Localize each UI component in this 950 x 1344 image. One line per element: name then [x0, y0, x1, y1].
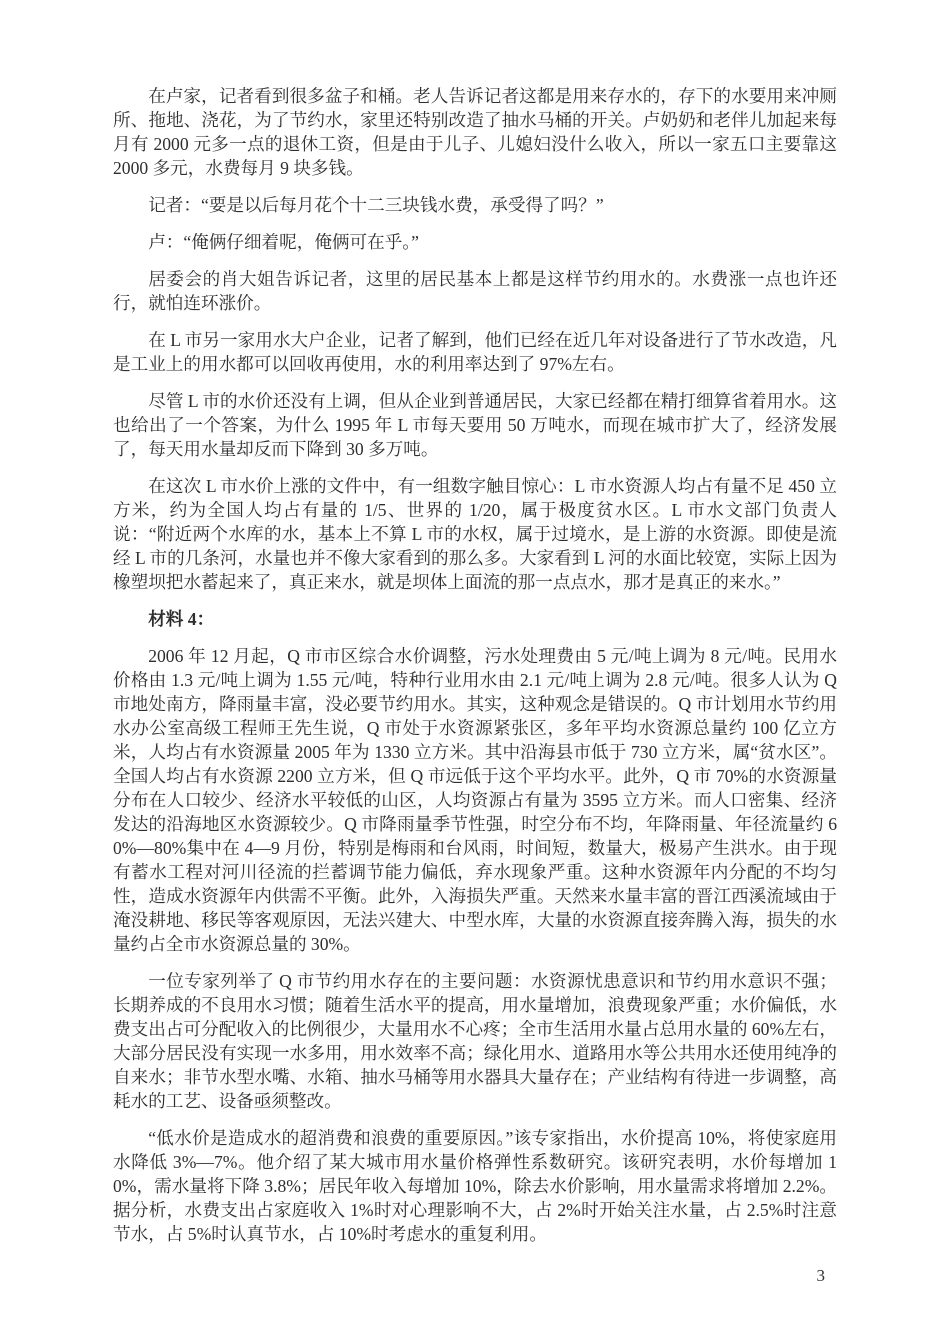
paragraph-enterprise-water-recycling: 在 L 市另一家用水大户企业，记者了解到，他们已经在近几年对设备进行了节水改造，凡是工业上的用水都可以回收再使用，水的利用率达到了 97%左右。 [113, 330, 837, 374]
paragraph-low-price-elasticity: “低水价是造成水的超消费和浪费的重要原因。”该专家指出，水价提高 10%，将使家庭用水降低 3%—7%。他介绍了某大城市用水量价格弹性系数研究。该研究表明，水价每增加 10%，需水量将下降 3.8%；居民年收入每增加 10%，除去水价影响，用水量需求将增加 2.2%。据分析，水费支出占家庭收入 1%时对心理影响不大，占 2%时开始关注水量，占 2.5%时注意节水，占 5%时认真节水，占 10%时考虑水的重复利用。 [113, 1128, 837, 1244]
paragraph-expert-problems-list: 一位专家列举了 Q 市节约用水存在的主要问题：水资源忧患意识和节约用水意识不强；长期养成的不良用水习惯；随着生活水平的提高，用水量增加，浪费现象严重；水价偏低，水费支出占可分配收入的比例很少，大量用水不心疼；全市生活用水量占总用水量的 60%左右，大部分居民没有实现一水多用，用水效率不高；绿化用水、道路用水等公共用水还使用纯净的自来水；非节水型水嘴、水箱、抽水马桶等用水器具大量存在；产业结构有待进一步调整，高耗水的工艺、设备亟须整改。 [113, 971, 837, 1111]
paragraph-l-city-water-scarcity: 在这次 L 市水价上涨的文件中，有一组数字触目惊心：L 市水资源人均占有量不足 450 立方米，约为全国人均占有量的 1/5、世界的 1/20，属于极度贫水区。L 市水文部门负责人说：“附近两个水库的水，基本上不算 L 市的水权，属于过境水，是上游的水资源。即使是流经 L 市的几条河，水量也并不像大家看到的那么多。大家看到 L 河的水面比较宽，实际上因为橡塑坝把水蓄起来了，真正来水，就是坝体上面流的那一点点水，那才是真正的来水。” [113, 476, 837, 592]
document-content [113, 84, 837, 1259]
page-number: 3 [816, 1266, 825, 1285]
paragraph-lu-family-saving-water: 在卢家，记者看到很多盆子和桶。老人告诉记者这都是用来存水的，存下的水要用来冲厕所、拖地、浇花，为了节约水，家里还特别改造了抽水马桶的开关。卢奶奶和老伴儿加起来每月有 2000 元多一点的退休工资，但是由于儿子、儿媳妇没什么收入，所以一家五口主要靠这 2000 多元，水费每月 9 块多钱。 [113, 86, 837, 178]
paragraph-lu-reply: 卢：“俺俩仔细着呢，俺俩可在乎。” [148, 232, 419, 252]
paragraph-q-city-price-adjustment: 2006 年 12 月起，Q 市市区综合水价调整，污水处理费由 5 元/吨上调为 8 元/吨。民用水价格由 1.3 元/吨上调为 1.55 元/吨，特种行业用水由 2.1 元/吨上调为 2.8 元/吨。很多人认为 Q 市地处南方，降雨量丰富，没必要节约用水。其实，这种观念是错误的。Q 市计划用水节约用水办公室高级工程师王先生说，Q 市处于水资源紧张区，多年平均水资源总量约 100 亿立方米，人均占有水资源量 2005 年为 1330 立方米。其中沿海县市低于 730 立方米，属“贫水区”。全国人均占有水资源 2200 立方米，但 Q 市远低于这个平均水平。此外，Q 市 70%的水资源量分布在人口较少、经济水平较低的山区，人均资源占有量为 3595 立方米。而人口密集、经济发达的沿海地区水资源较少。Q 市降雨量季节性强，时空分布不均，年降雨量、年径流量约 60%—80%集中在 4—9 月份，特别是梅雨和台风雨，时间短，数量大，极易产生洪水。由于现有蓄水工程对河川径流的拦蓄调节能力偏低，弃水现象严重。这种水资源年内分配的不均匀性，造成水资源年内供需不平衡。此外，入海损失严重。天然来水量丰富的晋江西溪流域由于淹没耕地、移民等客观原因，无法兴建大、中型水库，大量的水资源直接奔腾入海，损失的水量约占全市水资源总量的 30%。 [113, 646, 837, 954]
paragraph-committee-sister-xiao: 居委会的肖大姐告诉记者，这里的居民基本上都是这样节约用水的。水费涨一点也许还行，就怕连环涨价。 [113, 269, 837, 313]
material-4-heading: 材料 4： [148, 609, 215, 629]
paragraph-reporter-question: 记者：“要是以后每月花个十二三块钱水费，承受得了吗？” [148, 195, 604, 215]
paragraph-l-city-usage-decline: 尽管 L 市的水价还没有上调，但从企业到普通居民，大家已经都在精打细算省着用水。这也给出了一个答案，为什么 1995 年 L 市每天要用 50 万吨水，而现在城市扩大了，经济发展了，每天用水量却反而下降到 30 多万吨。 [113, 391, 837, 459]
